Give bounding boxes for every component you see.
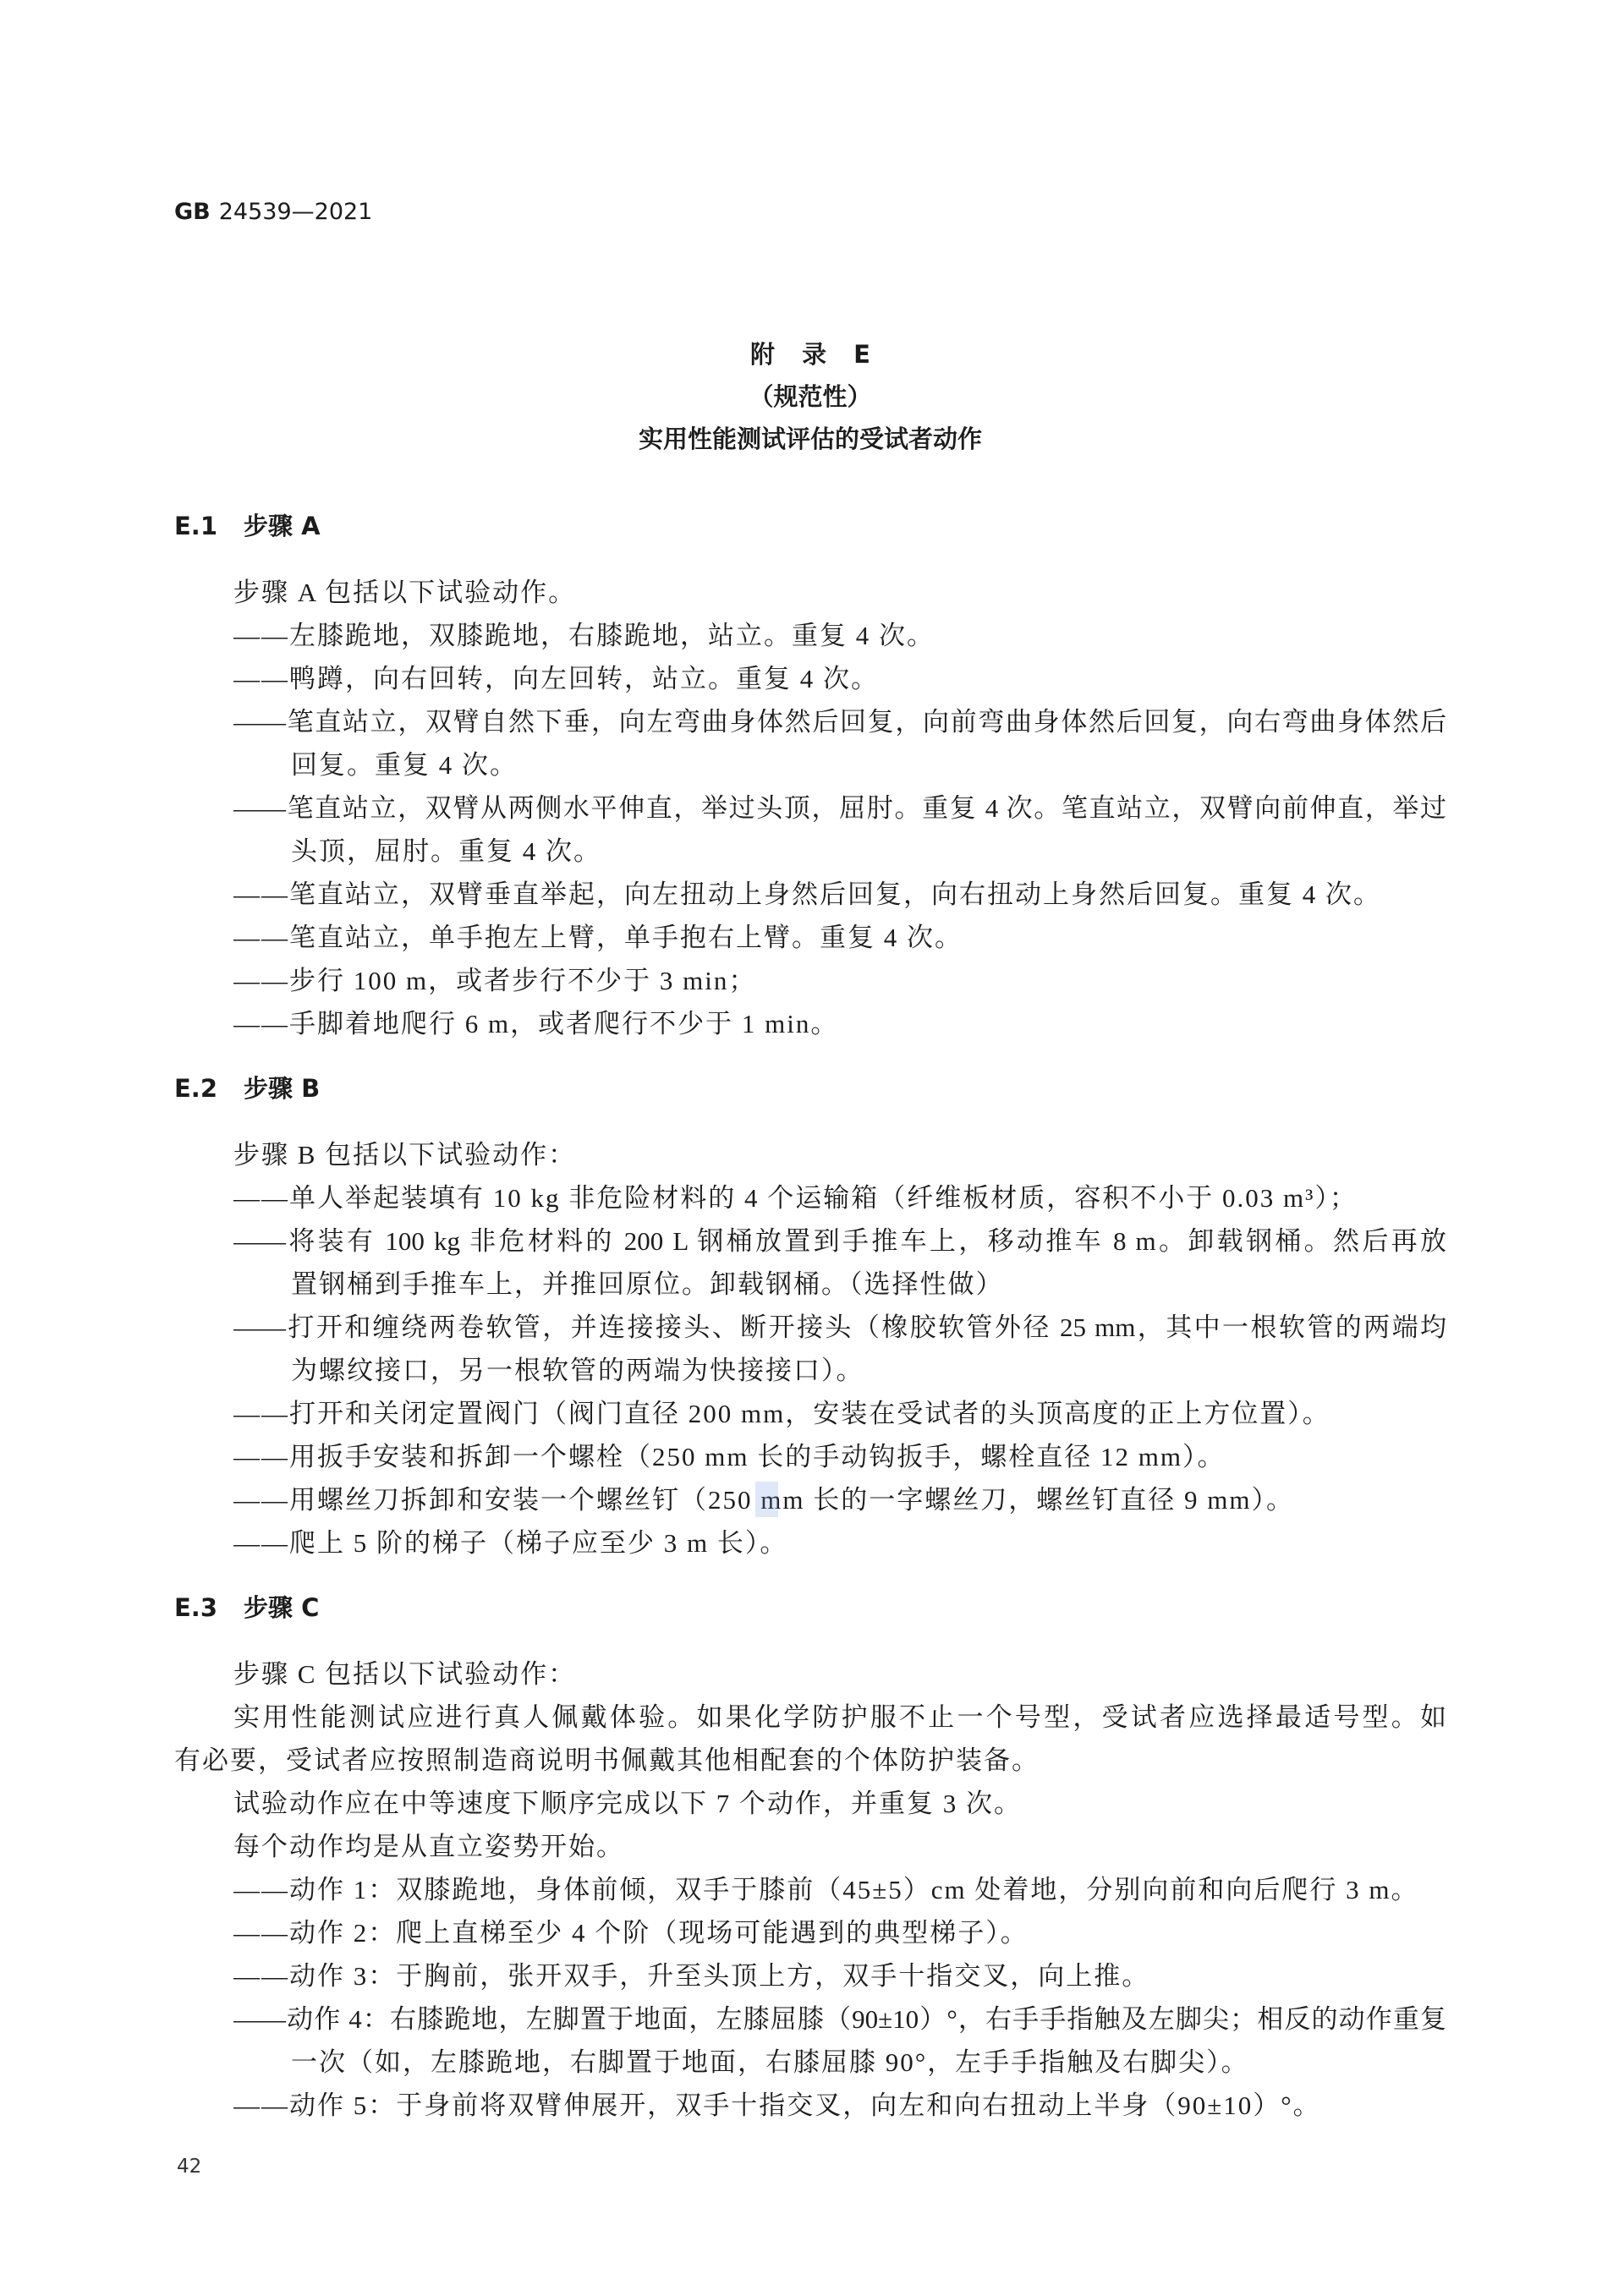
annex-title-block	[174, 333, 1446, 460]
annex-title: 实用性能测试评估的受试者动作	[638, 425, 982, 453]
standard-code-number: 24539—2021	[218, 199, 373, 225]
list-item-continuation: 一次（如，左膝跪地，右脚置于地面，右膝屈膝 90°，左手手指触及右脚尖）。	[291, 2047, 1249, 2077]
section-title: 步骤 A	[244, 512, 321, 540]
list-item: ——动作 5：于身前将双臂伸展开，双手十指交叉，向左和向右扭动上半身（90±10）°。	[233, 2091, 1321, 2120]
list-item: ——打开和缠绕两卷软管，并连接接头、断开接头（橡胶软管外径 25 mm，其中一根软管的两端均	[233, 1312, 1446, 1342]
section-title: 步骤 B	[244, 1074, 321, 1103]
standard-code-header	[174, 190, 372, 233]
list-item: ——左膝跪地，双膝跪地，右膝跪地，站立。重复 4 次。	[233, 621, 935, 650]
list-item-continuation: 回复。重复 4 次。	[291, 750, 518, 780]
section-e1	[174, 505, 1446, 1045]
list-item: ——笔直站立，双臂自然下垂，向左弯曲身体然后回复，向前弯曲身体然后回复，向右弯曲身体然后	[233, 707, 1446, 737]
list-item: ——爬上 5 阶的梯子（梯子应至少 3 m 长）。	[233, 1528, 788, 1558]
section-number: E.3	[174, 1593, 218, 1622]
list-item: ——手脚着地爬行 6 m，或者爬行不少于 1 min。	[233, 1009, 839, 1038]
paragraph: 实用性能测试应进行真人佩戴体验。如果化学防护服不止一个号型，受试者应选择最适号型。如	[233, 1702, 1446, 1732]
paragraph: 试验动作应在中等速度下顺序完成以下 7 个动作，并重复 3 次。	[233, 1789, 1022, 1818]
annex-nature: （规范性）	[749, 382, 872, 411]
paragraph-continuation: 有必要，受试者应按照制造商说明书佩戴其他相配套的个体防护装备。	[174, 1745, 1040, 1775]
list-item: ——步行 100 m，或者步行不少于 3 min；	[233, 966, 757, 995]
list-item: ——动作 2：爬上直梯至少 4 个阶（现场可能遇到的典型梯子）。	[233, 1918, 1029, 1948]
paragraph: 每个动作均是从直立姿势开始。	[233, 1832, 624, 1861]
list-item: ——动作 3：于胸前，张开双手，升至头顶上方，双手十指交叉，向上推。	[233, 1961, 1150, 1991]
section-heading	[174, 505, 1446, 548]
page-number: 42	[177, 2156, 202, 2178]
section-intro: 步骤 A 包括以下试验动作。	[233, 578, 577, 607]
list-item: ——笔直站立，双臂垂直举起，向左扭动上身然后回复，向右扭动上身然后回复。重复 4 次。	[233, 879, 1381, 909]
list-item-continuation: 为螺纹接口，另一根软管的两端为快接接口）。	[291, 1356, 864, 1385]
list-item: ——动作 1：双膝跪地，身体前倾，双手于膝前（45±5）cm 处着地，分别向前和向后爬行 3 m。	[233, 1875, 1419, 1904]
section-e3	[174, 1586, 1446, 2127]
list-item: ——笔直站立，双臂从两侧水平伸直，举过头顶，屈肘。重复 4 次。笔直站立，双臂向前伸直，举过	[233, 793, 1446, 823]
section-title: 步骤 C	[244, 1593, 320, 1622]
list-item: ——将装有 100 kg 非危材料的 200 L 钢桶放置到手推车上，移动推车 8 m。卸载钢桶。然后再放	[233, 1226, 1446, 1256]
list-item: ——用扳手安装和拆卸一个螺栓（250 mm 长的手动钩扳手，螺栓直径 12 mm）。	[233, 1442, 1226, 1471]
section-heading	[174, 1586, 1446, 1630]
list-item: ——笔直站立，单手抱左上臂，单手抱右上臂。重复 4 次。	[233, 923, 963, 952]
section-e2	[174, 1067, 1446, 1564]
document-body	[174, 505, 1446, 2127]
section-number: E.1	[174, 512, 218, 540]
scan-highlight-mark	[755, 1482, 778, 1517]
annex-label: 附 录 E	[749, 340, 870, 369]
section-intro: 步骤 C 包括以下试验动作：	[233, 1659, 577, 1689]
list-item: ——动作 4：右膝跪地，左脚置于地面，左膝屈膝（90±10）°，右手手指触及左脚尖；相反的动作重复	[233, 2004, 1446, 2034]
section-heading	[174, 1067, 1446, 1110]
list-item-continuation: 置钢桶到手推车上，并推回原位。卸载钢桶。（选择性做）	[291, 1269, 1004, 1299]
list-item: ——打开和关闭定置阀门（阀门直径 200 mm，安装在受试者的头顶高度的正上方位置）。	[233, 1399, 1330, 1428]
section-number: E.2	[174, 1074, 218, 1103]
list-item-continuation: 头顶，屈肘。重复 4 次。	[291, 836, 601, 866]
list-item: ——鸭蹲，向右回转，向左回转，站立。重复 4 次。	[233, 664, 879, 693]
standard-code-prefix: GB	[174, 199, 211, 225]
list-item: ——用螺丝刀拆卸和安装一个螺丝钉（250 mm 长的一字螺丝刀，螺丝钉直径 9 mm）。	[233, 1485, 1294, 1515]
list-item: ——单人举起装填有 10 kg 非危险材料的 4 个运输箱（纤维板材质，容积不小于 0.03 m³）；	[233, 1183, 1358, 1213]
section-intro: 步骤 B 包括以下试验动作：	[233, 1140, 577, 1170]
